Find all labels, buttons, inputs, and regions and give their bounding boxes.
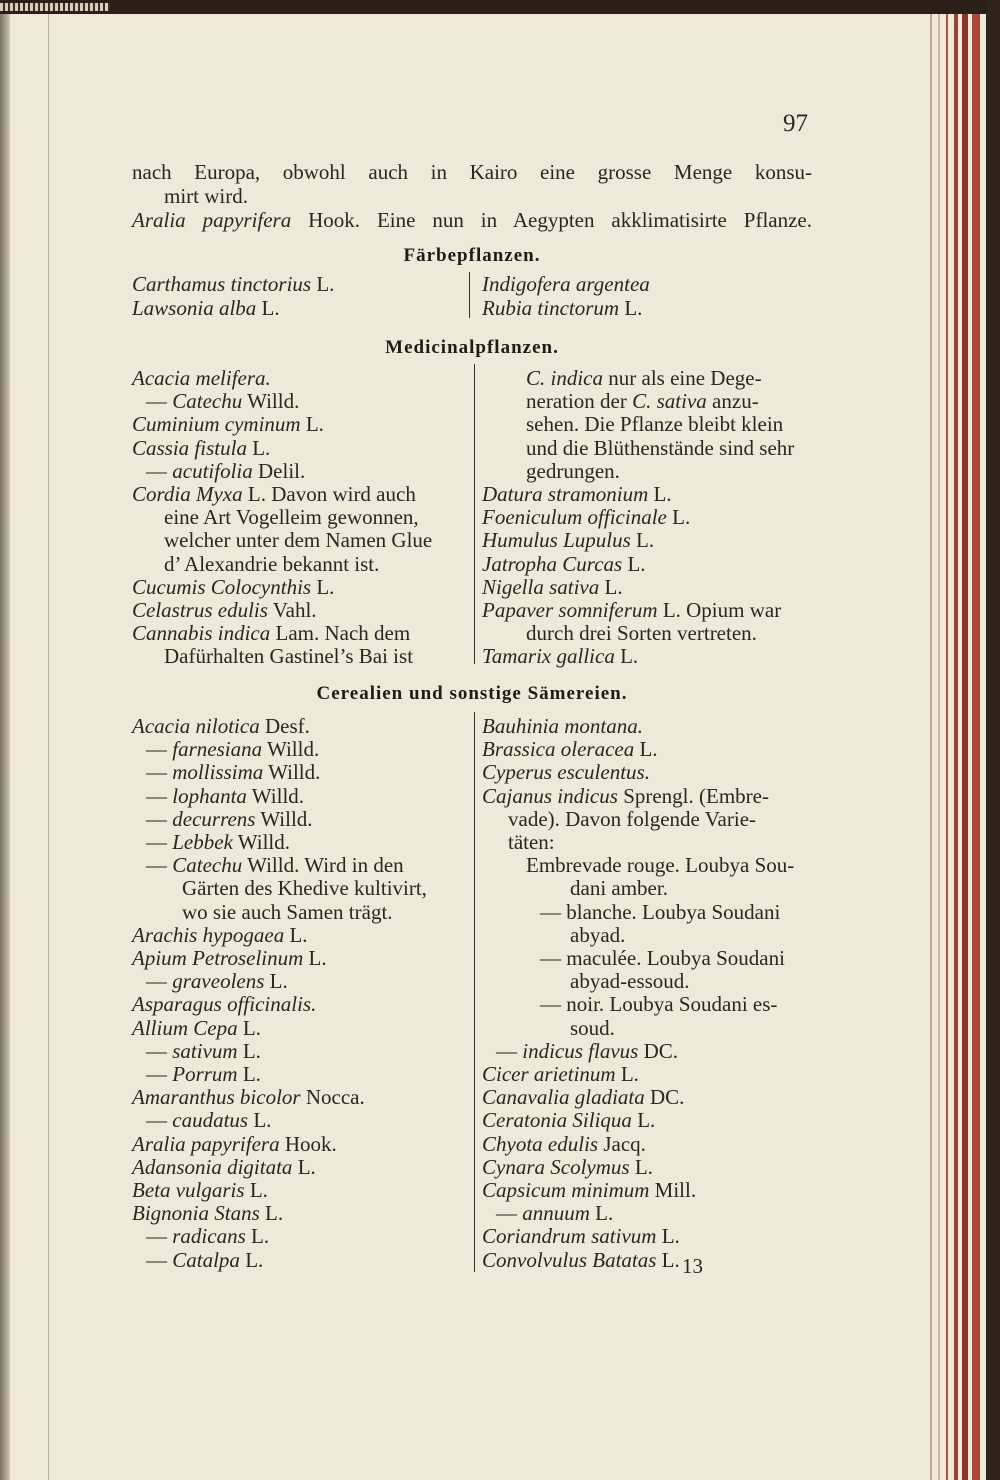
list-item: — radicans L.: [146, 1224, 270, 1249]
list-item: Celastrus edulis Vahl.: [132, 598, 317, 622]
list-item: — annuum L.: [496, 1201, 614, 1226]
list-item: Cannabis indica Lam. Nach dem: [132, 621, 411, 646]
intro-line: Aralia papyrifera Hook. Eine nun in Aegypten akklimatisirte Pflanze.: [132, 208, 812, 232]
list-item: Tamarix gallica L.: [482, 644, 639, 669]
list-item: — farnesiana Willd.: [146, 737, 320, 762]
list-item: Cyperus esculentus.: [482, 760, 650, 785]
list-item: Convolvulus Batatas L.: [482, 1247, 680, 1272]
list-item: Aralia papyrifera Hook.: [132, 1131, 337, 1156]
book-cover: [986, 0, 1000, 1480]
list-item: Acacia nilotica Desf.: [132, 714, 310, 738]
list-item: Adansonia digitata L.: [132, 1154, 316, 1179]
list-item: d’ Alexandrie bekannt ist.: [164, 551, 380, 576]
list-item: gedrungen.: [526, 458, 620, 483]
list-item: Dafürhalten Gastinel’s Bai ist: [164, 644, 414, 669]
list-item: Nigella sativa L.: [482, 574, 623, 599]
page-edge: [972, 14, 980, 1480]
list-item: und die Blüthenstände sind sehr: [526, 435, 795, 460]
list-item: Cordia Myxa L. Davon wird auch: [132, 482, 416, 506]
page-edge: [954, 14, 958, 1480]
list-item: Cynara Scolymus L.: [482, 1154, 653, 1179]
list-item: wo sie auch Samen trägt.: [182, 899, 393, 924]
intro-line: mirt wird.: [164, 184, 248, 208]
list-item: abyad.: [570, 922, 626, 947]
list-item: durch drei Sorten vertreten.: [526, 621, 757, 646]
list-item: — acutifolia Delil.: [146, 458, 306, 483]
list-item: Amaranthus bicolor Nocca.: [132, 1085, 365, 1110]
page-edge: [962, 14, 968, 1480]
list-item: — noir. Loubya Soudani es-: [540, 992, 778, 1017]
list-item: — Porrum L.: [146, 1062, 261, 1086]
list-item: abyad-essoud.: [570, 969, 690, 994]
list-item: Lawsonia alba L.: [132, 296, 280, 320]
list-item: Jatropha Curcas L.: [482, 551, 646, 576]
list-item: sehen. Die Pflanze bleibt klein: [526, 412, 784, 437]
list-item: — decurrens Willd.: [146, 806, 313, 831]
list-item: — indicus flavus DC.: [496, 1038, 679, 1063]
list-item: — lophanta Willd.: [146, 783, 305, 808]
list-item: Gärten des Khedive kultivirt,: [182, 876, 427, 901]
column-rule: [474, 712, 475, 1272]
list-item: Allium Cepa L.: [132, 1015, 261, 1040]
section-heading-medicinal: Medicinalpflanzen.: [385, 337, 559, 358]
gutter-line: [48, 14, 49, 1480]
list-item: Humulus Lupulus L.: [482, 528, 655, 553]
column-rule: [469, 272, 470, 318]
list-item: — Catechu Willd. Wird in den: [146, 853, 404, 878]
list-item: dani amber.: [570, 876, 668, 901]
list-item: Rubia tinctorum L.: [482, 296, 643, 320]
list-item: — Catalpa L.: [146, 1247, 264, 1272]
list-item: — maculée. Loubya Soudani: [540, 946, 785, 970]
list-item: — blanche. Loubya Soudani: [540, 899, 781, 924]
list-item: — Catechu Willd.: [146, 389, 300, 414]
list-item: Brassica oleracea L.: [482, 737, 658, 762]
list-item: Cajanus indicus Sprengl. (Embre-: [482, 783, 769, 808]
page-edge: [938, 14, 940, 1480]
list-item: — graveolens L.: [146, 969, 288, 994]
list-item: Bauhinia montana.: [482, 714, 643, 738]
binding-gutter: [0, 14, 10, 1480]
intro-line: nach Europa, obwohl auch in Kairo eine grosse Menge konsu-: [132, 160, 812, 184]
list-item: Cuminium cyminum L.: [132, 412, 324, 437]
list-item: Cassia fistula L.: [132, 435, 271, 460]
signature-mark: 13: [682, 1254, 703, 1278]
list-item: Asparagus officinalis.: [132, 992, 317, 1017]
list-item: Ceratonia Siliqua L.: [482, 1108, 656, 1133]
page-edge: [946, 14, 948, 1480]
list-item: Apium Petroselinum L.: [132, 946, 327, 970]
list-item: — caudatus L.: [146, 1108, 272, 1133]
list-item: Beta vulgaris L.: [132, 1178, 268, 1202]
list-item: Carthamus tinctorius L.: [132, 272, 335, 296]
list-item: eine Art Vogelleim gewonnen,: [164, 505, 419, 530]
column-rule: [474, 364, 475, 664]
list-item: Papaver somniferum L. Opium war: [482, 598, 782, 622]
list-item: soud.: [570, 1015, 615, 1040]
list-item: C. indica nur als eine Dege-: [526, 366, 762, 390]
page-number: 97: [783, 110, 808, 137]
list-item: Canavalia gladiata DC.: [482, 1085, 685, 1110]
list-item: — mollissima Willd.: [146, 760, 321, 785]
list-item: Cucumis Colocynthis L.: [132, 574, 335, 599]
list-item: Capsicum minimum Mill.: [482, 1178, 697, 1202]
list-item: Bignonia Stans L.: [132, 1201, 284, 1226]
list-item: — Lebbek Willd.: [146, 830, 291, 854]
section-heading-cerealien: Cerealien und sonstige Sämereien.: [316, 683, 628, 704]
list-item: welcher unter dem Namen Glue: [164, 528, 433, 553]
list-item: täten:: [508, 830, 555, 854]
page-edge: [930, 14, 932, 1480]
list-item: Datura stramonium L.: [482, 482, 672, 506]
list-item: Cicer arietinum L.: [482, 1062, 639, 1086]
list-item: Arachis hypogaea L.: [132, 922, 308, 947]
list-item: neration der C. sativa anzu-: [526, 389, 759, 414]
list-item: Acacia melifera.: [132, 366, 271, 390]
top-edge: [0, 0, 1000, 14]
list-item: Chyota edulis Jacq.: [482, 1131, 646, 1156]
list-item: Coriandrum sativum L.: [482, 1224, 680, 1249]
list-item: Foeniculum officinale L.: [482, 505, 691, 530]
list-item: Embrevade rouge. Loubya Sou-: [526, 853, 795, 878]
list-item: — sativum L.: [146, 1038, 261, 1063]
list-item: Indigofera argentea: [482, 272, 650, 296]
section-heading-farbe: Färbepflanzen.: [403, 245, 541, 266]
list-item: vade). Davon folgende Varie-: [508, 806, 757, 831]
